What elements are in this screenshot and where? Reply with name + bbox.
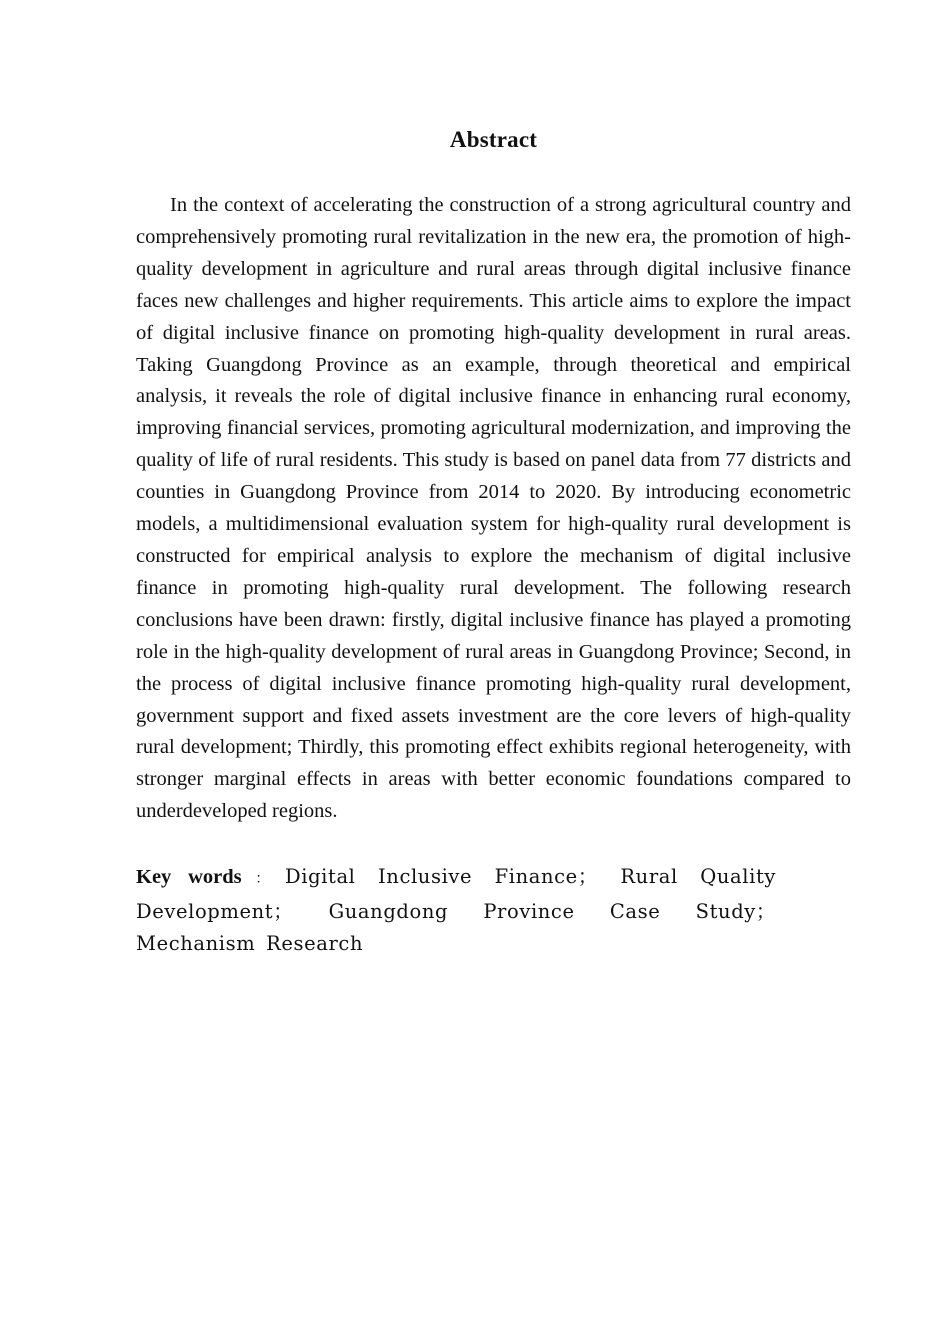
keywords-colon: ：: [243, 871, 282, 888]
keywords-section: [136, 861, 776, 961]
document-page: [136, 124, 851, 961]
keywords-label: Key words: [136, 866, 242, 889]
abstract-body: In the context of accelerating the construction of a strong agricultural country and comprehensively promoting rural revitalization in the new era, the promotion of high-quality development in agriculture and rural areas through digital inclusive finance faces new challenges and higher requirements. This article aims to explore the impact of digital inclusive finance on promoting high-quality development in rural areas. Taking Guangdong Province as an example, through theoretical and empirical analysis, it reveals the role of digital inclusive finance in enhancing rural economy, improving financial services, promoting agricultural modernization, and improving the quality of life of rural residents. This study is based on panel data from 77 districts and counties in Guangdong Province from 2014 to 2020. By introducing econometric models, a multidimensional evaluation system for high-quality rural development is constructed for empirical analysis to explore the mechanism of digital inclusive finance in promoting high-quality rural development. The following research conclusions have been drawn: firstly, digital inclusive finance has played a promoting role in the high-quality development of rural areas in Guangdong Province; Second, in the process of digital inclusive finance promoting high-quality rural development, government support and fixed assets investment are the core levers of high-quality rural development; Thirdly, this promoting effect exhibits regional heterogeneity, with stronger marginal effects in areas with better economic foundations compared to underdeveloped regions.: [136, 194, 851, 823]
keywords-text: Digital Inclusive Finance； Rural Quality Development； Guangdong Province Case Study；Mechanism Research: [136, 865, 777, 956]
abstract-title: Abstract: [449, 127, 538, 152]
